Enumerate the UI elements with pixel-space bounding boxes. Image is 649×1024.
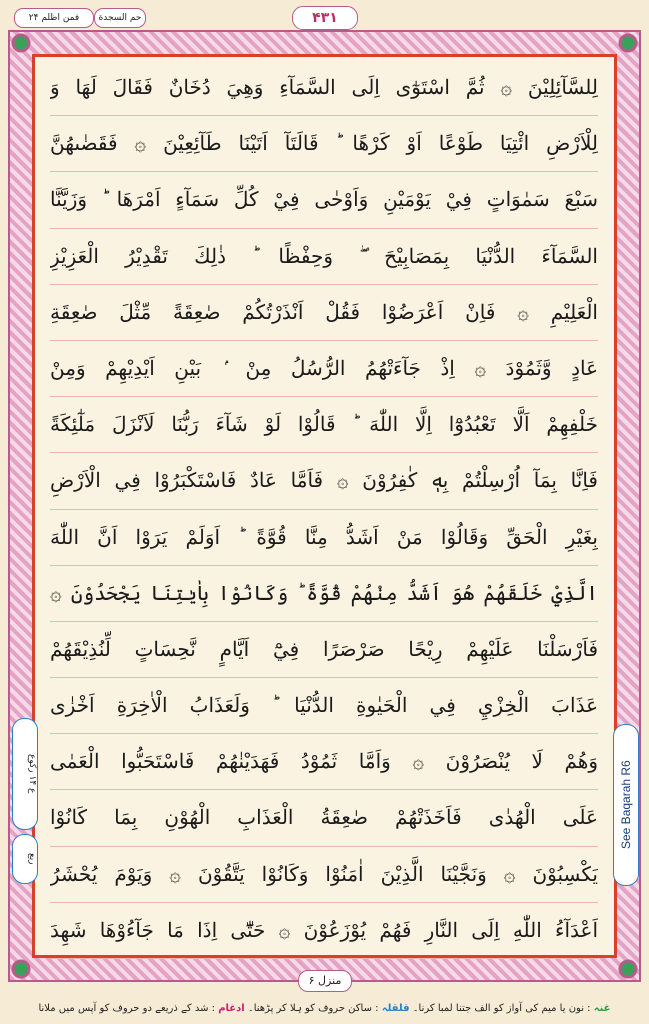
tajweed-legend — [0, 998, 649, 1020]
text-line: لِلْاَرْضِ ائْتِيَا طَوْعًا اَوْ كَرْهًا ؕ قَالَتَآ اَتَيْنَا طَآئِعِيْنَ ۞ فَقَضٰىهُنَّ — [50, 116, 598, 172]
text-line: الْعَلِيْمِ ۞ فَاِنْ اَعْرَضُوْا فَقُلْ اَنْذَرْتُكُمْ صٰعِقَةً مِّثْلَ صٰعِقَةِ — [50, 285, 598, 341]
corner-ornament-icon — [8, 956, 34, 982]
cross-reference-note: See Baqarah R6 — [613, 724, 639, 886]
ghunna-label: غنہ — [593, 1003, 611, 1014]
para-quarter-marker: ربع — [12, 834, 38, 884]
text-line: اَعْدَآءُ اللّٰهِ اِلَى النَّارِ فَهُمْ يُوْزَعُوْنَ ۞ حَتّٰٓى اِذَا مَا جَآءُوْهَا شَهِدَ — [50, 903, 598, 959]
qalqala-label: قلقلہ — [381, 1003, 410, 1014]
text-line: فَاِنَّا بِمَآ اُرْسِلْتُمْ بِهٖ كٰفِرُوْنَ ۞ فَاَمَّا عَادٌ فَاسْتَكْبَرُوْا فِي الْاَرْضِ — [50, 453, 598, 509]
text-line: لِلسَّآئِلِيْنَ ۞ ثُمَّ اسْتَوٰٓى اِلَى السَّمَآءِ وَهِيَ دُخَانٌ فَقَالَ لَهَا وَ — [50, 60, 598, 116]
manzil-label: منزل ۶ — [298, 970, 352, 992]
text-line: خَلْفِهِمْ اَلَّا تَعْبُدُوْٓا اِلَّا اللّٰهَ ؕ قَالُوْا لَوْ شَآءَ رَبُّنَا لَاَنْزَلَ مَلٰٓئِكَةً — [50, 397, 598, 453]
corner-ornament-icon — [615, 30, 641, 56]
text-line: بِغَيْرِ الْحَقِّ وَقَالُوْا مَنْ اَشَدُّ مِنَّا قُوَّةً ؕ اَوَلَمْ يَرَوْا اَنَّ اللّٰهَ — [50, 510, 598, 566]
text-line: وَهُمْ لَا يُنْصَرُوْنَ ۞ وَاَمَّا ثَمُوْدُ فَهَدَيْنٰهُمْ فَاسْتَحَبُّوا الْعَمٰى — [50, 734, 598, 790]
quran-text — [50, 60, 598, 958]
text-line: السَّمَآءَ الدُّنْيَا بِمَصَابِيْحَ ۖ وَحِفْظًا ؕ ذٰلِكَ تَقْدِيْرُ الْعَزِيْزِ — [50, 229, 598, 285]
text-line: عَادٍ وَّثَمُوْدَ ۞ اِذْ جَآءَتْهُمُ الرُّسُلُ مِنْ ۢ بَيْنِ اَيْدِيْهِمْ وَمِنْ — [50, 341, 598, 397]
ruku-marker: ع ۱۴ رکوع — [12, 718, 38, 830]
text-line: عَلَى الْهُدٰى فَاَخَذَتْهُمْ صٰعِقَةُ الْعَذَابِ الْهُوْنِ بِمَا كَانُوْا — [50, 790, 598, 846]
corner-ornament-icon — [615, 956, 641, 982]
text-line: عَذَابَ الْخِزْيِ فِي الْحَيٰوةِ الدُّنْيَا ؕ وَلَعَذَابُ الْاٰخِرَةِ اَخْزٰى — [50, 678, 598, 734]
idgham-label: ادغام — [218, 1003, 245, 1014]
text-line: فَاَرْسَلْنَا عَلَيْهِمْ رِيْحًا صَرْصَرًا فِيْٓ اَيَّامٍ نَّحِسَاتٍ لِّنُذِيْقَهُمْ — [50, 622, 598, 678]
ghunna-text: : نون یا میم کی آواز کو الف جتنا لمبا کرنا۔ — [412, 1003, 591, 1014]
text-line: يَكْسِبُوْنَ ۞ وَنَجَّيْنَا الَّذِيْنَ اٰمَنُوْا وَكَانُوْا يَتَّقُوْنَ ۞ وَيَوْمَ يُحْشَرُ — [50, 847, 598, 903]
page-header — [0, 6, 649, 32]
para-name: حم السجدة — [94, 8, 146, 28]
idgham-text: : شد کے ذریعے دو حروف کو آپس میں ملانا — [38, 1003, 215, 1014]
surah-name: فمن اظلم ۲۴ — [14, 8, 94, 28]
corner-ornament-icon — [8, 30, 34, 56]
text-line: الَّذِيْ خَلَقَهُمْ هُوَ اَشَدُّ مِنْهُمْ قُوَّةً ؕ وَكَانُوْا بِاٰيٰتِنَا يَجْحَدُوْنَ ۞ — [50, 566, 598, 622]
qalqala-text: : ساکن حروف کو ہلا کر پڑھنا۔ — [247, 1003, 379, 1014]
text-line: سَبْعَ سَمٰوَاتٍ فِيْ يَوْمَيْنِ وَاَوْحٰى فِيْ كُلِّ سَمَآءٍ اَمْرَهَا ؕ وَزَيَّنَّا — [50, 172, 598, 228]
page-number: ۴۳۱ — [292, 6, 358, 30]
